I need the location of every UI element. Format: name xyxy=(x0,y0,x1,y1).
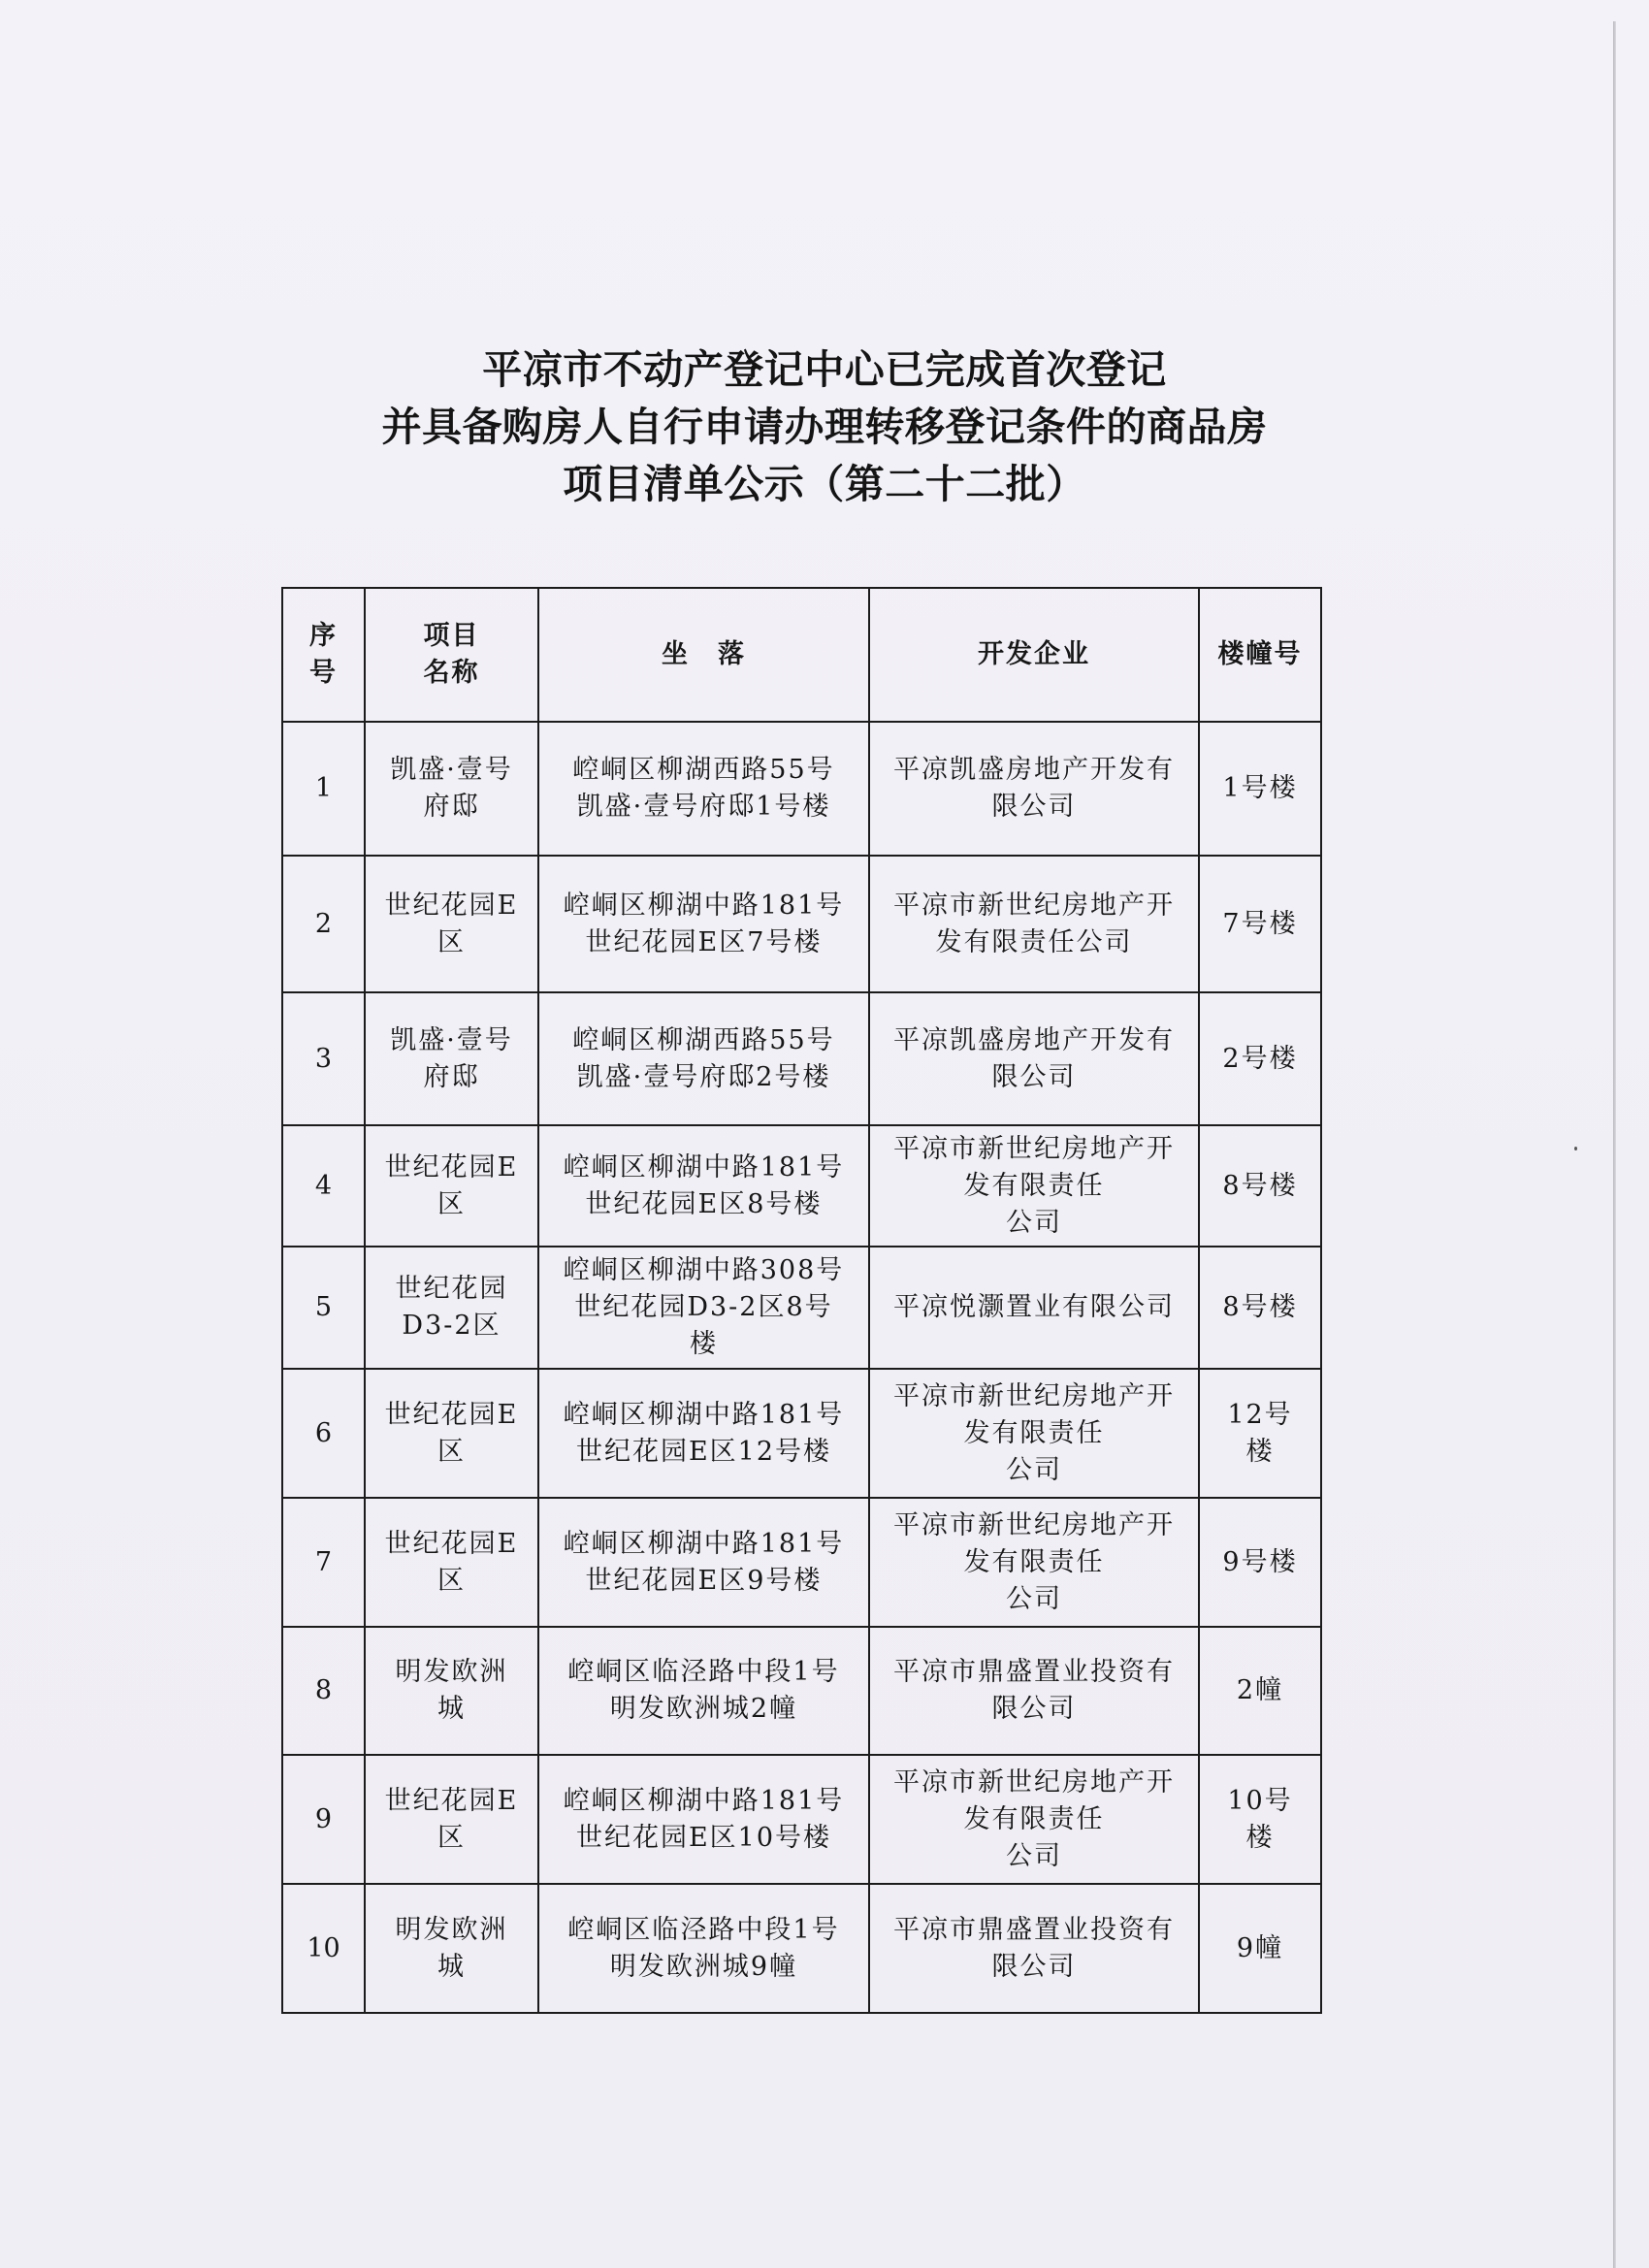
cell-building-number: 10号 楼 xyxy=(1199,1755,1321,1884)
cell-building-number: 2号楼 xyxy=(1199,992,1321,1125)
cell-seq: 1 xyxy=(282,722,365,856)
table-row xyxy=(282,1125,1321,1247)
cell-building-number: 1号楼 xyxy=(1199,722,1321,856)
table-row xyxy=(282,1627,1321,1755)
cell-project-name: 世纪花园E 区 xyxy=(365,1369,538,1498)
project-list-table xyxy=(281,587,1322,2014)
cell-building-number: 7号楼 xyxy=(1199,856,1321,992)
table-row xyxy=(282,1755,1321,1884)
cell-seq: 7 xyxy=(282,1498,365,1627)
cell-location: 崆峒区柳湖中路308号 世纪花园D3-2区8号 楼 xyxy=(538,1247,869,1369)
cell-seq: 5 xyxy=(282,1247,365,1369)
cell-project-name: 明发欧洲 城 xyxy=(365,1884,538,2013)
cell-developer: 平凉市新世纪房地产开 发有限责任公司 xyxy=(869,856,1199,992)
table-row xyxy=(282,1498,1321,1627)
document-title xyxy=(0,341,1649,513)
cell-seq: 2 xyxy=(282,856,365,992)
cell-location: 崆峒区柳湖中路181号 世纪花园E区12号楼 xyxy=(538,1369,869,1498)
cell-building-number: 2幢 xyxy=(1199,1627,1321,1755)
table-body xyxy=(282,722,1321,2013)
cell-project-name: 世纪花园E 区 xyxy=(365,856,538,992)
cell-building-number: 9幢 xyxy=(1199,1884,1321,2013)
header-building-number: 楼幢号 xyxy=(1199,588,1321,722)
scan-speck xyxy=(1574,1147,1577,1150)
cell-location: 崆峒区柳湖中路181号 世纪花园E区7号楼 xyxy=(538,856,869,992)
cell-location: 崆峒区柳湖西路55号 凯盛·壹号府邸1号楼 xyxy=(538,722,869,856)
header-project-name: 项目 名称 xyxy=(365,588,538,722)
cell-developer: 平凉市新世纪房地产开 发有限责任 公司 xyxy=(869,1755,1199,1884)
cell-location: 崆峒区柳湖中路181号 世纪花园E区8号楼 xyxy=(538,1125,869,1247)
table-row xyxy=(282,722,1321,856)
header-seq: 序 号 xyxy=(282,588,365,722)
cell-location: 崆峒区柳湖中路181号 世纪花园E区10号楼 xyxy=(538,1755,869,1884)
cell-project-name: 凯盛·壹号 府邸 xyxy=(365,992,538,1125)
table-row xyxy=(282,856,1321,992)
cell-location: 崆峒区临泾路中段1号 明发欧洲城2幢 xyxy=(538,1627,869,1755)
cell-developer: 平凉市新世纪房地产开 发有限责任 公司 xyxy=(869,1498,1199,1627)
cell-developer: 平凉凯盛房地产开发有 限公司 xyxy=(869,722,1199,856)
cell-building-number: 8号楼 xyxy=(1199,1247,1321,1369)
cell-seq: 3 xyxy=(282,992,365,1125)
cell-seq: 10 xyxy=(282,1884,365,2013)
cell-building-number: 9号楼 xyxy=(1199,1498,1321,1627)
title-line-3: 项目清单公示（第二十二批） xyxy=(563,461,1086,507)
cell-developer: 平凉市鼎盛置业投资有 限公司 xyxy=(869,1627,1199,1755)
cell-developer: 平凉市新世纪房地产开 发有限责任 公司 xyxy=(869,1125,1199,1247)
title-line-1: 平凉市不动产登记中心已完成首次登记 xyxy=(482,346,1167,393)
cell-building-number: 12号 楼 xyxy=(1199,1369,1321,1498)
table-row xyxy=(282,1247,1321,1369)
cell-project-name: 明发欧洲 城 xyxy=(365,1627,538,1755)
cell-project-name: 凯盛·壹号 府邸 xyxy=(365,722,538,856)
cell-developer: 平凉市鼎盛置业投资有 限公司 xyxy=(869,1884,1199,2013)
cell-location: 崆峒区临泾路中段1号 明发欧洲城9幢 xyxy=(538,1884,869,2013)
cell-project-name: 世纪花园E 区 xyxy=(365,1755,538,1884)
table-row xyxy=(282,1369,1321,1498)
header-location: 坐 落 xyxy=(538,588,869,722)
cell-building-number: 8号楼 xyxy=(1199,1125,1321,1247)
cell-project-name: 世纪花园E 区 xyxy=(365,1125,538,1247)
cell-developer: 平凉凯盛房地产开发有 限公司 xyxy=(869,992,1199,1125)
cell-developer: 平凉悦灏置业有限公司 xyxy=(869,1247,1199,1369)
title-line-2: 并具备购房人自行申请办理转移登记条件的商品房 xyxy=(381,404,1268,450)
cell-seq: 4 xyxy=(282,1125,365,1247)
table-row xyxy=(282,1884,1321,2013)
cell-developer: 平凉市新世纪房地产开 发有限责任 公司 xyxy=(869,1369,1199,1498)
header-developer: 开发企业 xyxy=(869,588,1199,722)
cell-seq: 9 xyxy=(282,1755,365,1884)
table-row xyxy=(282,992,1321,1125)
cell-project-name: 世纪花园E 区 xyxy=(365,1498,538,1627)
table-header-row xyxy=(282,588,1321,722)
cell-location: 崆峒区柳湖中路181号 世纪花园E区9号楼 xyxy=(538,1498,869,1627)
cell-seq: 8 xyxy=(282,1627,365,1755)
cell-project-name: 世纪花园 D3-2区 xyxy=(365,1247,538,1369)
cell-seq: 6 xyxy=(282,1369,365,1498)
cell-location: 崆峒区柳湖西路55号 凯盛·壹号府邸2号楼 xyxy=(538,992,869,1125)
